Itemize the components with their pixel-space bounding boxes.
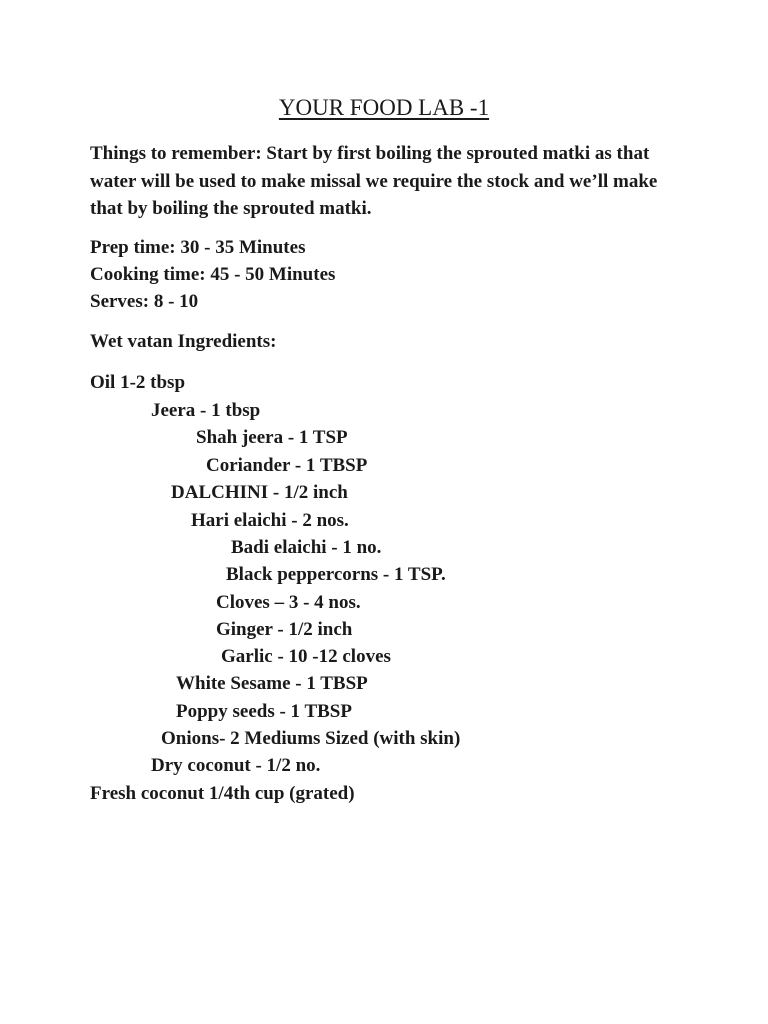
prep-time: Prep time: 30 - 35 Minutes — [90, 237, 306, 258]
ingredient-item: Onions- 2 Mediums Sized (with skin) — [161, 728, 461, 749]
ingredient-item: Jeera - 1 tbsp — [151, 400, 261, 421]
ingredient-item: Poppy seeds - 1 TBSP — [176, 701, 352, 722]
ingredient-item: Hari elaichi - 2 nos. — [191, 510, 349, 531]
ingredient-item: Badi elaichi - 1 no. — [231, 537, 382, 558]
ingredient-item: DALCHINI - 1/2 inch — [171, 482, 348, 503]
ingredient-item: Oil 1-2 tbsp — [90, 372, 186, 393]
section-heading: Wet vatan Ingredients: — [90, 331, 277, 352]
ingredient-item: Black peppercorns - 1 TSP. — [226, 564, 446, 585]
ingredient-item: Garlic - 10 -12 cloves — [221, 646, 391, 667]
ingredient-item: Coriander - 1 TBSP — [206, 455, 368, 476]
ingredient-item: Cloves – 3 - 4 nos. — [216, 592, 361, 613]
ingredient-item: Ginger - 1/2 inch — [216, 619, 353, 640]
ingredient-item: Fresh coconut 1/4th cup (grated) — [90, 783, 355, 804]
ingredient-item: Shah jeera - 1 TSP — [196, 427, 348, 448]
ingredient-item: White Sesame - 1 TBSP — [176, 673, 368, 694]
page-title: YOUR FOOD LAB -1 — [278, 95, 490, 120]
serves: Serves: 8 - 10 — [90, 291, 199, 312]
cooking-time: Cooking time: 45 - 50 Minutes — [90, 264, 336, 285]
intro-paragraph: Things to remember: Start by first boiling the sprouted matki as that water will be used to make missal we require the stock and we’ll make that by boiling the sprouted matki. — [90, 143, 658, 219]
ingredient-item: Dry coconut - 1/2 no. — [151, 755, 321, 776]
